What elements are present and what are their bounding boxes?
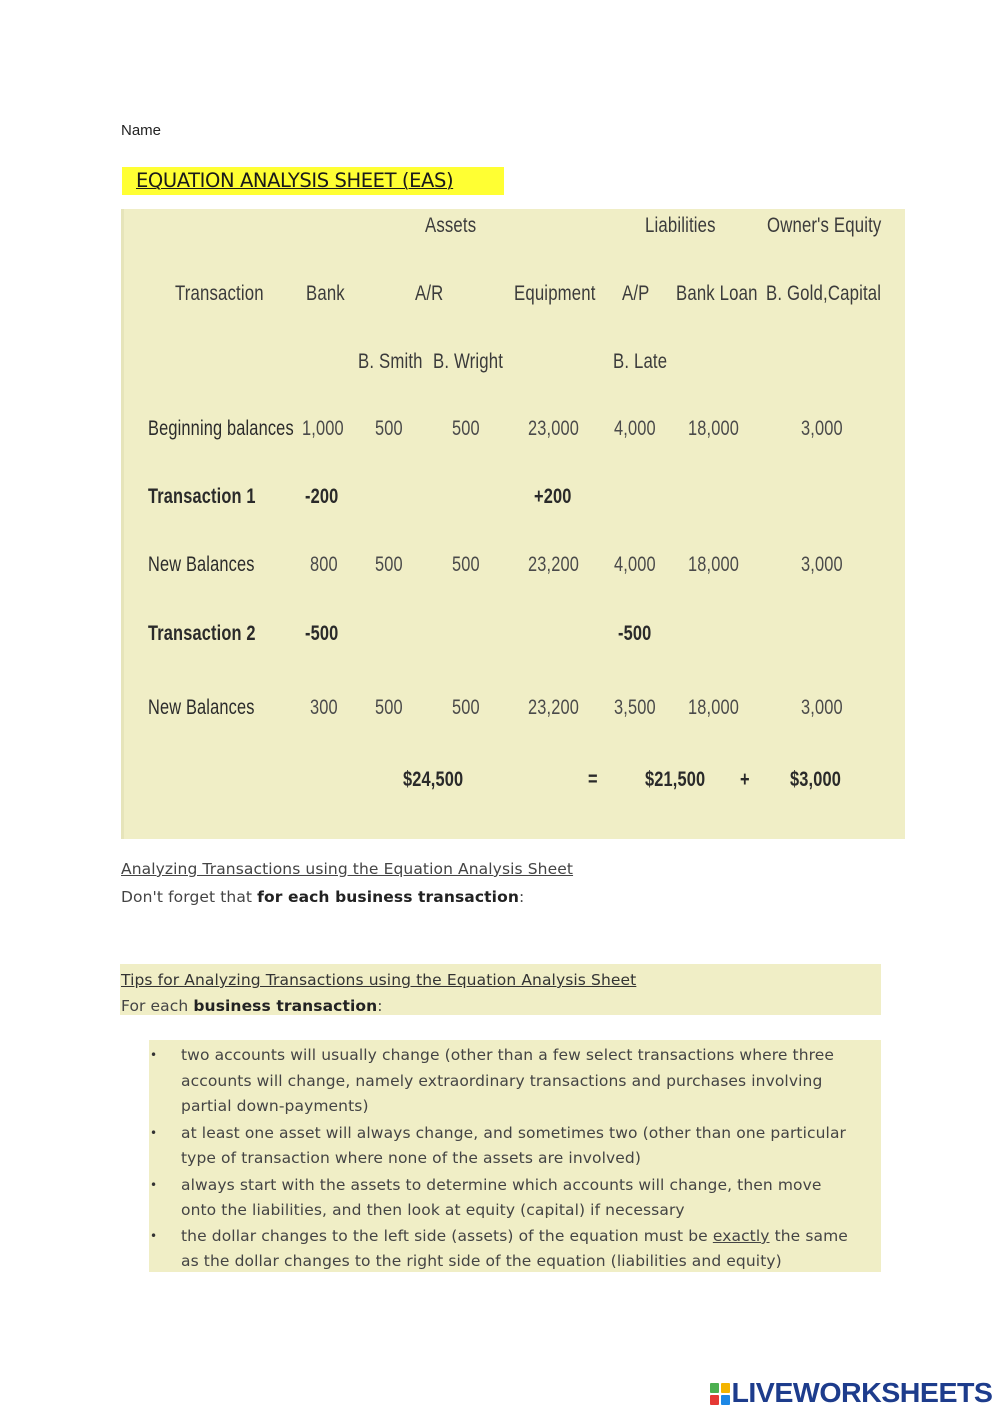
list-item-text: the same xyxy=(769,1227,848,1245)
sub-header-late: B. Late xyxy=(613,349,668,373)
analyzing-heading: Analyzing Transactions using the Equation Analysis Sheet xyxy=(121,860,574,878)
row-label: New Balances xyxy=(148,696,255,719)
total-liabilities: $21,500 xyxy=(645,768,706,791)
total-assets: $24,500 xyxy=(403,768,464,791)
emphasis-exactly: exactly xyxy=(712,1227,770,1245)
cell-ap: -500 xyxy=(618,622,652,645)
cell-ap: 4,000 xyxy=(614,553,656,576)
list-item-line: at least one asset will always change, and sometimes two (other than one particular xyxy=(181,1124,847,1142)
bullet-marker: • xyxy=(150,1048,158,1062)
total-equity: $3,000 xyxy=(790,768,842,791)
cell-capital: 3,000 xyxy=(801,417,843,440)
analyzing-text-pre: Don't forget that xyxy=(121,888,258,906)
list-item-line: accounts will change, namely extraordinary transactions and purchases involving xyxy=(181,1072,823,1090)
cell-smith: 500 xyxy=(375,696,403,719)
cell-ap: 4,000 xyxy=(614,417,656,440)
cell-loan: 18,000 xyxy=(688,553,740,576)
plus-sign: + xyxy=(740,768,750,791)
tips-text-pre: For each xyxy=(121,997,194,1015)
group-header-assets: Assets xyxy=(425,213,477,237)
logo-square-icon xyxy=(710,1395,719,1405)
liveworksheets-logo xyxy=(710,1377,993,1408)
row-label: New Balances xyxy=(148,553,255,576)
equation-analysis-table xyxy=(121,209,905,839)
logo-square-icon xyxy=(721,1395,730,1405)
cell-bank: 1,000 xyxy=(302,417,344,440)
logo-mark-icon xyxy=(710,1381,732,1405)
logo-text: LIVEWORKSHEETS xyxy=(731,1377,993,1408)
cell-bank: 300 xyxy=(310,696,338,719)
list-item-line xyxy=(181,1227,848,1245)
col-header-ap: A/P xyxy=(622,281,650,305)
list-item-line: always start with the assets to determine which accounts will change, then move xyxy=(181,1176,822,1194)
row-label: Transaction 2 xyxy=(148,622,256,645)
row-label: Transaction 1 xyxy=(148,485,256,508)
list-item-line: type of transaction where none of the assets are involved) xyxy=(181,1149,642,1167)
list-item-text: the dollar changes to the left side (assets) of the equation must be xyxy=(181,1227,713,1245)
group-header-liabilities: Liabilities xyxy=(645,213,716,237)
bullet-marker: • xyxy=(150,1229,158,1243)
cell-wright: 500 xyxy=(452,696,480,719)
cell-loan: 18,000 xyxy=(688,417,740,440)
list-item-line: onto the liabilities, and then look at equity (capital) if necessary xyxy=(181,1201,685,1219)
analyzing-text-bold: for each business transaction xyxy=(257,888,519,906)
list-item-line: as the dollar changes to the right side of the equation (liabilities and equity) xyxy=(181,1252,782,1270)
title-highlight xyxy=(122,167,504,195)
cell-equipment: 23,200 xyxy=(528,696,580,719)
cell-capital: 3,000 xyxy=(801,696,843,719)
col-header-ar: A/R xyxy=(415,281,444,305)
bullet-marker: • xyxy=(150,1178,158,1192)
equals-sign: = xyxy=(588,768,598,791)
cell-loan: 18,000 xyxy=(688,696,740,719)
row-label: Beginning balances xyxy=(148,417,294,440)
cell-capital: 3,000 xyxy=(801,553,843,576)
cell-bank: -500 xyxy=(305,622,339,645)
group-header-owners-equity: Owner's Equity xyxy=(767,213,882,237)
col-header-capital: B. Gold,Capital xyxy=(766,281,882,305)
cell-smith: 500 xyxy=(375,417,403,440)
cell-equipment: 23,200 xyxy=(528,553,580,576)
list-item-line: two accounts will usually change (other than a few select transactions where three xyxy=(181,1046,835,1064)
col-header-transaction: Transaction xyxy=(175,281,264,305)
cell-ap: 3,500 xyxy=(614,696,656,719)
cell-wright: 500 xyxy=(452,417,480,440)
cell-equipment: +200 xyxy=(534,485,572,508)
tips-text-bold: business transaction xyxy=(193,997,378,1015)
page-title: EQUATION ANALYSIS SHEET (EAS) xyxy=(136,169,454,192)
list-item-line: partial down-payments) xyxy=(181,1097,369,1115)
analyzing-text xyxy=(121,888,524,906)
col-header-bank-loan: Bank Loan xyxy=(676,281,758,305)
tips-text-post: : xyxy=(377,997,383,1015)
cell-bank: 800 xyxy=(310,553,338,576)
tips-heading: Tips for Analyzing Transactions using the Equation Analysis Sheet xyxy=(121,971,637,989)
sub-header-wright: B. Wright xyxy=(433,349,504,373)
cell-wright: 500 xyxy=(452,553,480,576)
analyzing-text-post: : xyxy=(518,888,525,906)
cell-bank: -200 xyxy=(305,485,339,508)
sub-header-smith: B. Smith xyxy=(358,349,423,373)
bullet-marker: • xyxy=(150,1126,158,1140)
cell-equipment: 23,000 xyxy=(528,417,580,440)
tips-text xyxy=(121,997,383,1015)
logo-square-icon xyxy=(710,1383,719,1393)
logo-square-icon xyxy=(721,1383,730,1393)
col-header-bank: Bank xyxy=(306,281,345,305)
col-header-equipment: Equipment xyxy=(514,281,596,305)
name-label: Name xyxy=(121,122,162,139)
cell-smith: 500 xyxy=(375,553,403,576)
